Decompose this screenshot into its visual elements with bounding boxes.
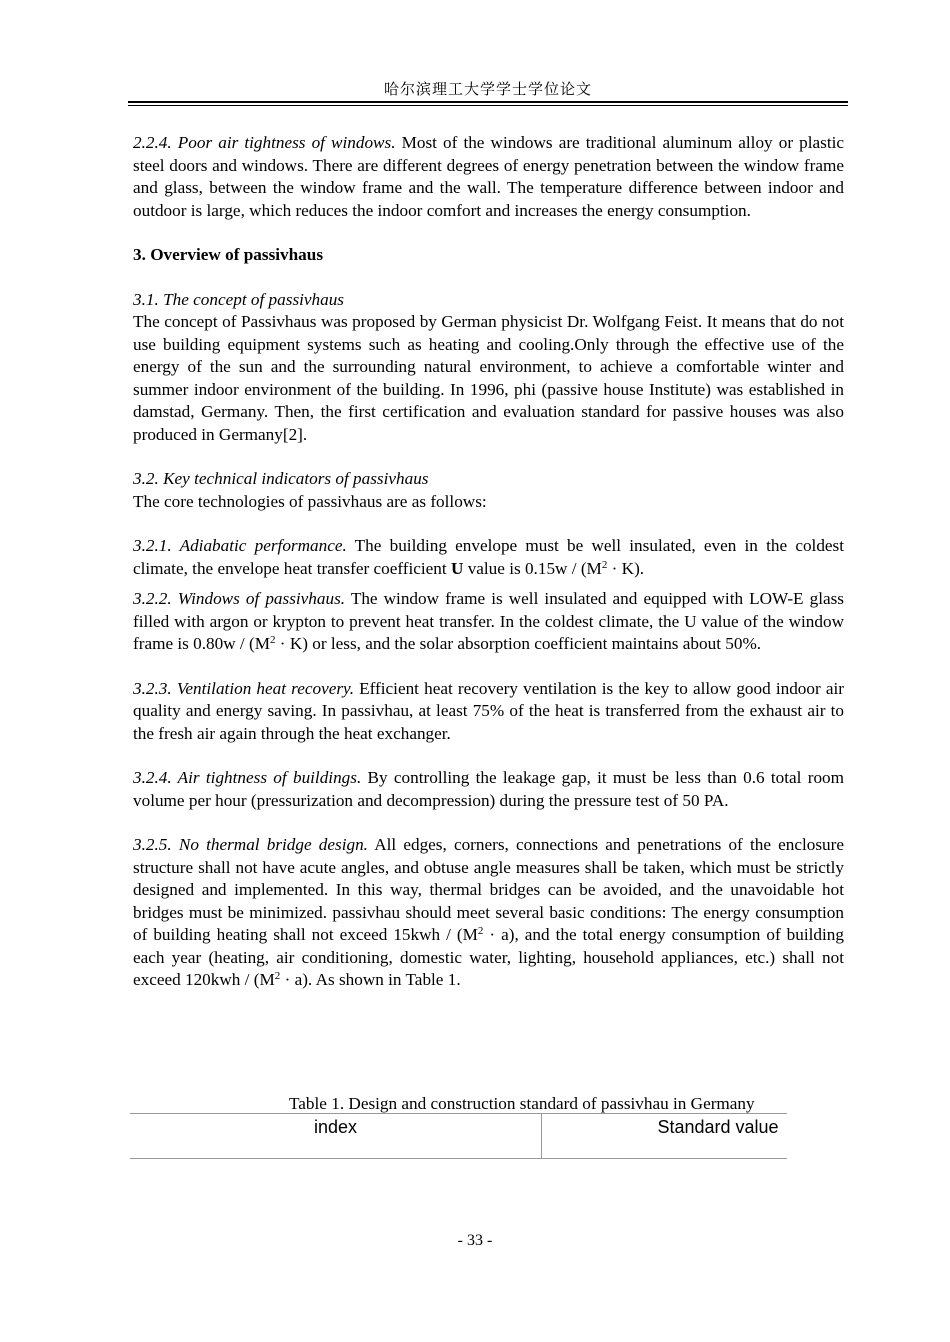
table-bottom-rule — [130, 1158, 787, 1159]
paragraph-3-2-3: 3.2.3. Ventilation heat recovery. Efficient heat recovery ventilation is the key to allow good indoor air quality and energy saving. In passivhau, at least 75% of the heat is transferred from the exhaust air to the fresh air again through the heat exchanger. — [133, 678, 844, 743]
section-heading: 3.2.1. Adiabatic performance. — [133, 536, 347, 555]
section-heading: 3.2.5. No thermal bridge design. — [133, 835, 368, 854]
running-header: 哈尔滨理工大学学士学位论文 — [383, 80, 592, 98]
paragraph-3-2-5: 3.2.5. No thermal bridge design. All edges, corners, connections and penetrations of the enclosure structure shall not have acute angles, and obtuse angle measures shall be taken, which must be strictly designed and implemented. In this way, thermal bridges can be avoided, and the unavoidable hot bridges must be minimized. passivhau should meet several basic conditions: The energy consumption of building heating shall not exceed $15kwh / (M^2 \cdot a)$, and the total energy consumption of building each year (heating, air conditioning, domestic water, lighting, household appliances, etc.) shall not exceed $120kwh / (M^2 \cdot a)$. As shown in Table 1. — [133, 835, 844, 989]
page-number: - 33 - — [457, 1232, 493, 1249]
table-header-standard-value: Standard value — [657, 1117, 779, 1137]
page-body — [133, 132, 844, 992]
paragraph-3-2: The core technologies of passivhaus are as follows: — [133, 491, 487, 511]
section-3-1-heading: 3.1. The concept of passivhaus — [133, 289, 345, 309]
header-rule-thick — [128, 101, 848, 103]
section-heading: 3.2.4. Air tightness of buildings. — [133, 768, 362, 787]
paragraph-3-2-1: 3.2.1. Adiabatic performance. The building envelope must be well insulated, even in the coldest climate, the envelope heat transfer coefficient U value is $0.15w / (M^2 \cdot K)$. — [133, 536, 845, 578]
section-3-heading: 3. Overview of passivhaus — [133, 245, 324, 264]
paragraph-2-2-4 — [133, 132, 844, 222]
section-heading: 3.2.3. Ventilation heat recovery. — [133, 678, 354, 698]
table-caption: Table 1. Design and construction standard of passivhau in Germany — [289, 1094, 755, 1113]
section-heading: 2.2.4. Poor air tightness of windows. — [133, 133, 396, 152]
paragraph-3-2-4: 3.2.4. Air tightness of buildings. By controlling the leakage gap, it must be less than 0.6 total room volume per hour (pressurization and decompression) during the pressure test of 50 PA. — [133, 768, 845, 810]
header-rule-thin — [128, 105, 848, 106]
table-header-index: index — [313, 1117, 358, 1137]
section-3-2-heading: 3.2. Key technical indicators of passivhaus — [133, 469, 429, 488]
table-top-rule — [130, 1113, 787, 1114]
section-heading: 3.2.2. Windows of passivhaus. — [133, 589, 346, 608]
paragraph-3-2-2: 3.2.2. Windows of passivhaus. The window frame is well insulated and equipped with LOW-E glass filled with argon or krypton to prevent heat transfer. In the coldest climate, the U value of the window frame is $0.80w / (M^2 \cdot K)$ or less, and the solar absorption coefficient maintains about 50%. — [133, 589, 844, 653]
paragraph-text: Most of the windows are traditional aluminum alloy or plastic steel doors and windows. There are different degrees of energy penetration between the window frame and glass, between the window frame and the wall. The temperature difference between indoor and outdoor is large, which reduces the indoor comfort and increases the energy consumption. — [133, 133, 845, 220]
paragraph-3-1: The concept of Passivhaus was proposed by German physicist Dr. Wolfgang Feist. It means that do not use building equipment systems such as heating and cooling.Only through the effective use of the energy of the sun and the surrounding natural environment, to achieve a comfortable winter and summer indoor environment of the building. In 1996, phi (passive house Institute) was established in damstad, Germany. Then, the first certification and evaluation standard for passive houses was also produced in Germany[2]. — [133, 312, 844, 444]
